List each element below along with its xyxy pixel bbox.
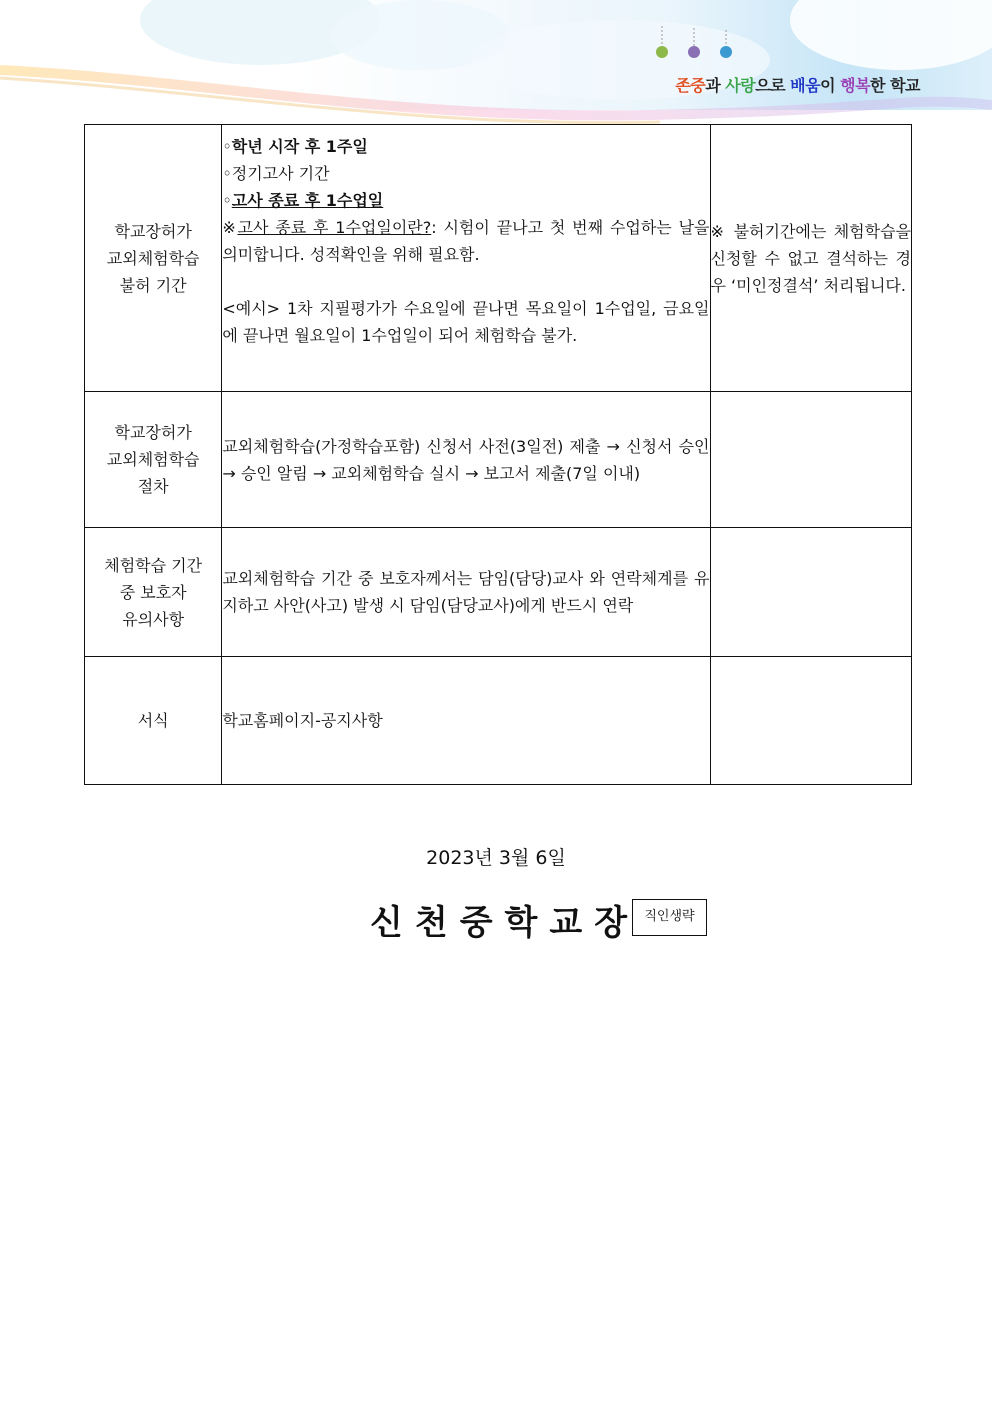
table-row — [85, 392, 912, 528]
definition-note: ※고사 종료 후 1수업일이란?: 시험이 끝나고 첫 번째 수업하는 날을 의미합니다. 성적확인을 위해 필요함. — [222, 218, 710, 264]
motto-segment: 배움 — [790, 76, 821, 95]
info-table — [84, 124, 912, 785]
motto-segment: 으로 — [755, 76, 791, 95]
row-label: 학교장허가 교외체험학습 절차 — [85, 392, 222, 528]
motto-segment: 행복 — [840, 76, 871, 95]
row-note: ※ 불허기간에는 체험학습을 신청할 수 없고 결석하는 경우 ‘미인정결석’ 처리됩니다. — [710, 125, 912, 392]
row-content: 학교홈페이지-공지사항 — [222, 657, 710, 785]
list-item: ◦정기고사 기간 — [222, 164, 330, 183]
list-item: ◦학년 시작 후 1주일 — [222, 137, 368, 156]
table-row — [85, 125, 912, 392]
row-label: 서식 — [85, 657, 222, 785]
decorative-dots — [640, 24, 750, 68]
row-content: 교외체험학습(가정학습포함) 신청서 사전(3일전) 제출 → 신청서 승인 → 승인 알림 → 교외체험학습 실시 → 보고서 제출(7일 이내) — [222, 392, 710, 528]
motto-segment: 한 학교 — [870, 76, 920, 95]
motto-segment: 과 — [705, 76, 726, 95]
seal-box: 직인생략 — [632, 899, 707, 936]
table-row — [85, 657, 912, 785]
row-content — [222, 125, 710, 392]
motto-segment: 존중 — [675, 76, 706, 95]
table-row — [85, 528, 912, 657]
row-note — [710, 657, 912, 785]
principal-signature: 신천중학교장 — [370, 903, 640, 943]
motto-segment: 이 — [820, 76, 841, 95]
document-date: 2023년 3월 6일 — [426, 847, 566, 869]
row-content: 교외체험학습 기간 중 보호자께서는 담임(담당)교사 와 연락체계를 유지하고 사안(사고) 발생 시 담임(담당교사)에게 반드시 연락 — [222, 528, 710, 657]
school-motto — [560, 73, 920, 96]
list-item: ◦고사 종료 후 1수업일 — [222, 191, 384, 210]
row-note — [710, 528, 912, 657]
row-note — [710, 392, 912, 528]
row-label: 학교장허가 교외체험학습 불허 기간 — [85, 125, 222, 392]
header-background — [0, 0, 992, 130]
row-label: 체험학습 기간 중 보호자 유의사항 — [85, 528, 222, 657]
example-text: <예시> 1차 지필평가가 수요일에 끝나면 목요일이 1수업일, 금요일에 끝나면 월요일이 1수업일이 되어 체험학습 불가. — [222, 299, 710, 345]
motto-segment: 사랑 — [725, 76, 756, 95]
